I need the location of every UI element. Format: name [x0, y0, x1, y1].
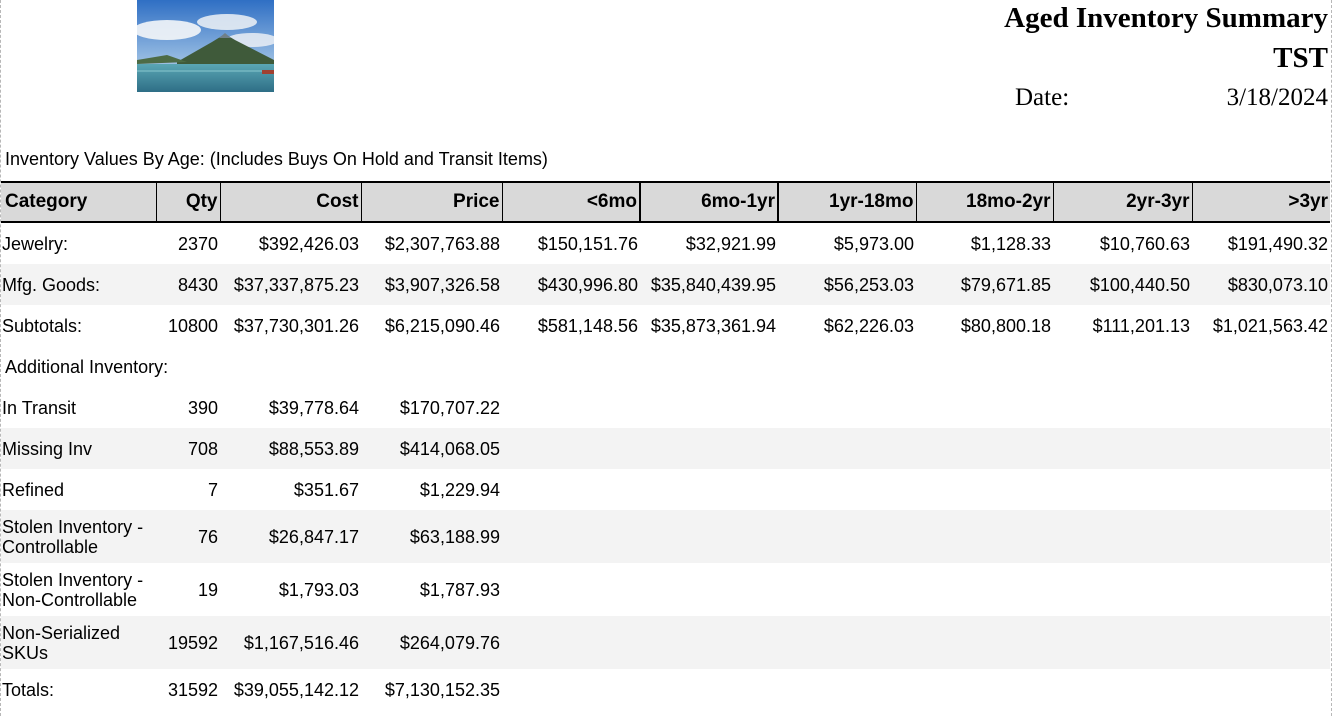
cost-cell: $88,553.89 [220, 428, 361, 469]
row-label: Subtotals: [2, 315, 83, 336]
age-cell: $10,760.63 [1099, 233, 1190, 254]
table-row [1, 510, 1330, 563]
row-label: Mfg. Goods: [1, 264, 156, 305]
header-category: Category [1, 182, 156, 222]
price-cell: $1,229.94 [419, 479, 500, 500]
price-cell: $63,188.99 [361, 510, 502, 563]
qty-cell: 708 [156, 428, 220, 469]
row-label: Stolen Inventory - Controllable [1, 510, 156, 563]
header-6mo-1yr: 6mo-1yr [640, 182, 778, 222]
table-row [1, 616, 1330, 669]
header-price: Price [361, 182, 502, 222]
age-cell: $1,021,563.42 [1212, 315, 1328, 336]
row-label: Refined [2, 479, 65, 500]
inventory-table [1, 181, 1330, 710]
qty-cell: 19 [197, 579, 218, 600]
cost-cell: $1,793.03 [278, 579, 359, 600]
qty-cell: 76 [156, 510, 220, 563]
price-cell: $170,707.22 [399, 397, 500, 418]
qty-cell: 10800 [167, 315, 218, 336]
table-row [1, 264, 1330, 305]
table-header-row [1, 182, 1330, 222]
section-caption: Inventory Values By Age: (Includes Buys On Hold and Transit Items) [5, 149, 548, 169]
age-cell: $581,148.56 [537, 315, 638, 336]
section-label: Additional Inventory: [5, 356, 169, 377]
row-label: Totals: [2, 679, 55, 700]
price-cell: $264,079.76 [361, 616, 502, 669]
row-label: Missing Inv [1, 428, 156, 469]
qty-cell: 19592 [156, 616, 220, 669]
age-cell: $62,226.03 [823, 315, 914, 336]
row-label: Jewelry: [2, 233, 69, 254]
age-cell: $80,800.18 [960, 315, 1051, 336]
cost-cell: $39,778.64 [268, 397, 359, 418]
header-gt3yr: >3yr [1192, 182, 1330, 222]
header-18mo-2yr: 18mo-2yr [916, 182, 1053, 222]
qty-cell: 2370 [177, 233, 218, 254]
cost-cell: $37,730,301.26 [233, 315, 359, 336]
age-cell: $32,921.99 [685, 233, 776, 254]
price-cell: $7,130,152.35 [384, 679, 500, 700]
qty-cell: 7 [207, 479, 218, 500]
age-cell: $35,873,361.94 [650, 315, 776, 336]
age-cell: $150,151.76 [537, 233, 638, 254]
header-qty: Qty [156, 182, 220, 222]
table-row [1, 222, 1330, 264]
age-cell: $35,840,439.95 [640, 264, 778, 305]
date-value: 3/18/2024 [1226, 84, 1328, 111]
totals-row [1, 669, 1330, 710]
page-margin-right [1331, 0, 1332, 716]
landscape-photo-icon [137, 0, 274, 92]
cost-cell: $1,167,516.46 [220, 616, 361, 669]
age-cell: $56,253.03 [778, 264, 916, 305]
table-row [1, 469, 1330, 510]
table-row [1, 428, 1330, 469]
age-cell: $5,973.00 [833, 233, 914, 254]
price-cell: $1,787.93 [419, 579, 500, 600]
report-title: Aged Inventory Summary [1004, 2, 1328, 34]
table-row [1, 387, 1330, 428]
qty-cell: 31592 [167, 679, 218, 700]
qty-cell: 390 [187, 397, 218, 418]
row-label: Stolen Inventory - Non-Controllable [2, 569, 144, 610]
header-lt6mo: <6mo [502, 182, 640, 222]
price-cell: $2,307,763.88 [384, 233, 500, 254]
cost-cell: $26,847.17 [220, 510, 361, 563]
header-cost: Cost [220, 182, 361, 222]
price-cell: $6,215,090.46 [384, 315, 500, 336]
age-cell: $100,440.50 [1053, 264, 1192, 305]
subtotals-row [1, 305, 1330, 346]
additional-inventory-heading [1, 346, 1330, 387]
age-cell: $191,490.32 [1227, 233, 1328, 254]
cost-cell: $39,055,142.12 [233, 679, 359, 700]
date-label: Date: [1015, 84, 1070, 111]
age-cell: $1,128.33 [970, 233, 1051, 254]
age-cell: $79,671.85 [916, 264, 1053, 305]
age-cell: $430,996.80 [502, 264, 640, 305]
report-subtitle: TST [1273, 42, 1328, 74]
cost-cell: $37,337,875.23 [220, 264, 361, 305]
cost-cell: $392,426.03 [258, 233, 359, 254]
age-cell: $830,073.10 [1192, 264, 1330, 305]
qty-cell: 8430 [156, 264, 220, 305]
price-cell: $414,068.05 [361, 428, 502, 469]
age-cell: $111,201.13 [1092, 315, 1190, 336]
row-label: Non-Serialized SKUs [1, 616, 156, 669]
header-2yr-3yr: 2yr-3yr [1053, 182, 1192, 222]
cost-cell: $351.67 [293, 479, 359, 500]
table-row [1, 563, 1330, 616]
row-label: In Transit [2, 397, 77, 418]
header-1yr-18mo: 1yr-18mo [778, 182, 916, 222]
price-cell: $3,907,326.58 [361, 264, 502, 305]
